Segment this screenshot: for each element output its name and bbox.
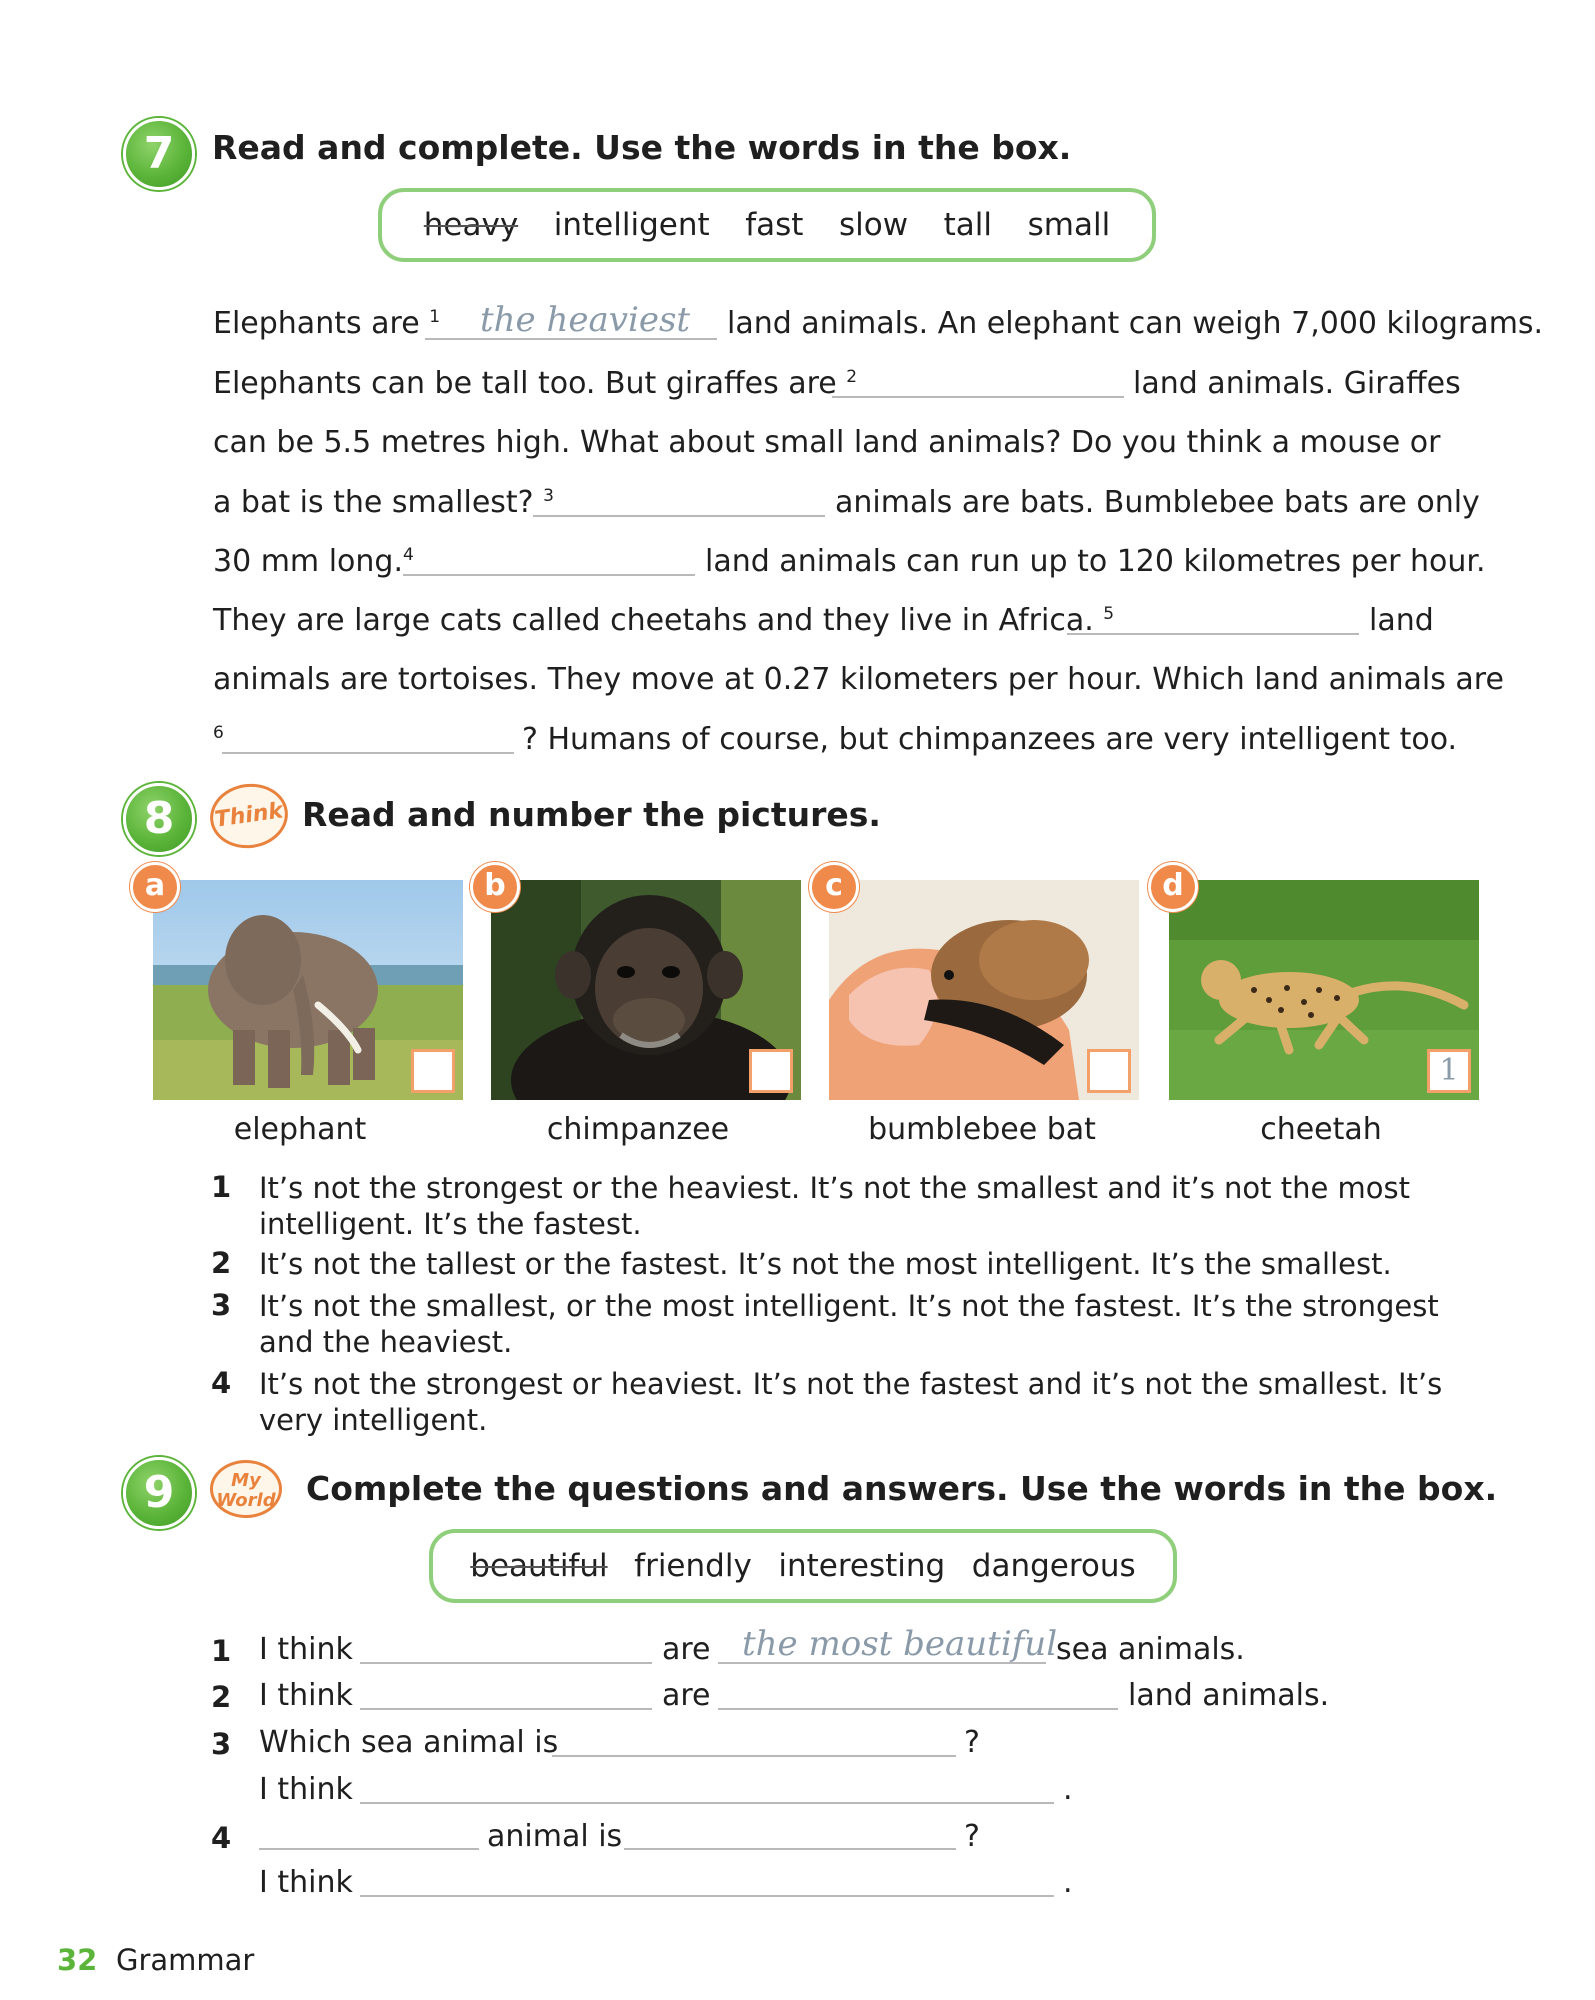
passage-line: ? Humans of course, but chimpanzees are very intelligent too. <box>522 722 1458 757</box>
word-box-7 <box>378 188 1156 262</box>
think-badge-icon: Think <box>206 779 292 853</box>
word-box-item: friendly <box>634 1548 752 1584</box>
answer-text: . <box>1063 1772 1073 1807</box>
page-number: 32 <box>57 1943 98 1977</box>
answer-text: I think <box>259 1865 353 1900</box>
picture-caption-a: elephant <box>233 1112 367 1147</box>
passage-line: land animals can run up to 120 kilometres per hour. <box>705 544 1486 579</box>
statement-number: 4 <box>211 1366 232 1400</box>
answer-text: I think <box>259 1772 353 1807</box>
my-world-badge-icon: My World <box>210 1460 282 1518</box>
passage-line: land <box>1369 603 1434 638</box>
question-text: ? <box>964 1819 980 1854</box>
word-box-item: beautiful <box>470 1548 608 1584</box>
word-box-item: intelligent <box>553 207 710 243</box>
word-box-item: dangerous <box>971 1548 1136 1584</box>
exercise-9-heading: Complete the questions and answers. Use the words in the box. <box>306 1469 1498 1508</box>
statement-number: 1 <box>211 1170 232 1204</box>
question-1-blank-subject[interactable] <box>360 1660 652 1664</box>
passage-line: 6 <box>213 723 224 743</box>
exercise-7-heading: Read and complete. Use the words in the box. <box>212 128 1072 167</box>
statement-number: 2 <box>211 1246 232 1280</box>
passage-line: Elephants can be tall too. But giraffes are $^2$ <box>213 366 858 401</box>
question-number: 4 <box>211 1821 232 1855</box>
answer-blank-2[interactable] <box>832 394 1124 398</box>
picture-answer-box-b[interactable] <box>749 1049 793 1093</box>
picture-letter-a: a <box>130 862 180 912</box>
word-box-item: interesting <box>778 1548 946 1584</box>
answer-text: . <box>1063 1865 1073 1900</box>
answer-blank-6[interactable] <box>222 750 514 754</box>
passage-line: animals are bats. Bumblebee bats are only <box>835 485 1480 520</box>
picture-letter-c: c <box>809 862 859 912</box>
picture-answer-box-a[interactable] <box>411 1049 455 1093</box>
word-box-item: small <box>1027 207 1111 243</box>
exercise-9-number: 9 <box>123 1457 195 1529</box>
picture-letter-b: b <box>470 862 520 912</box>
question-4-blank-subject[interactable] <box>259 1846 479 1850</box>
word-box-item: tall <box>943 207 993 243</box>
passage-line: land animals. An elephant can weigh 7,000 kilograms. <box>727 306 1544 341</box>
answer-blank-4[interactable] <box>403 572 695 576</box>
word-box-item: heavy <box>423 207 519 243</box>
picture-letter-d: d <box>1148 862 1198 912</box>
exercise-7-number: 7 <box>123 118 195 190</box>
question-3-answer-blank[interactable] <box>360 1800 1054 1804</box>
passage-line: Elephants are $^1$ <box>213 306 441 341</box>
answer-blank-3[interactable] <box>533 513 825 517</box>
word-box-item: slow <box>839 207 909 243</box>
question-text: land animals. <box>1128 1678 1330 1713</box>
passage-line: a bat is the smallest? $^3$ <box>213 485 554 520</box>
passage-line: can be 5.5 metres high. What about small land animals? Do you think a mouse or <box>213 425 1441 460</box>
statement-text: It’s not the tallest or the fastest. It’s not the most intelligent. It’s the smallest. <box>259 1247 1392 1281</box>
question-text: are <box>662 1632 711 1667</box>
statement-text: It’s not the smallest, or the most intelligent. It’s not the fastest. It’s the strongest and the heaviest. <box>259 1289 1439 1359</box>
exercise-8-heading: Read and number the pictures. <box>302 795 881 834</box>
passage-line: 30 mm long.$^4$ <box>213 544 414 579</box>
passage-line: animals are tortoises. They move at 0.27 kilometers per hour. Which land animals are <box>213 662 1504 697</box>
statement-text: It’s not the strongest or heaviest. It’s not the fastest and it’s not the smallest. It’s very intelligent. <box>259 1367 1443 1437</box>
question-number: 2 <box>211 1680 232 1714</box>
exercise-8-number: 8 <box>123 783 195 855</box>
question-text: I think <box>259 1632 353 1667</box>
picture-answer-box-c[interactable] <box>1087 1049 1131 1093</box>
word-box-9 <box>429 1529 1177 1603</box>
question-4-blank[interactable] <box>624 1846 956 1850</box>
question-text: are <box>662 1678 711 1713</box>
picture-caption-b: chimpanzee <box>546 1112 730 1147</box>
picture-caption-c: bumblebee bat <box>868 1112 1096 1147</box>
question-text: ? <box>964 1725 980 1760</box>
picture-answer-box-d[interactable]: 1 <box>1427 1049 1471 1093</box>
statement-text: It’s not the strongest or the heaviest. It’s not the smallest and it’s not the most intelligent. It’s the fastest. <box>259 1171 1411 1241</box>
question-3-blank[interactable] <box>552 1753 956 1757</box>
question-text: animal is <box>487 1819 623 1854</box>
question-4-answer-blank[interactable] <box>360 1893 1054 1897</box>
picture-caption-d: cheetah <box>1260 1112 1382 1147</box>
question-text: Which sea animal is <box>259 1725 559 1760</box>
question-text: I think <box>259 1678 353 1713</box>
answer-blank-5[interactable] <box>1067 631 1359 635</box>
question-number: 1 <box>211 1634 232 1668</box>
passage-line: They are large cats called cheetahs and they live in Africa. $^5$ <box>213 603 1115 638</box>
filled-answer-1: the heaviest <box>480 300 691 340</box>
question-2-blank-adjective[interactable] <box>718 1706 1118 1710</box>
passage-line: land animals. Giraffes <box>1133 366 1461 401</box>
question-number: 3 <box>211 1727 232 1761</box>
question-2-blank-subject[interactable] <box>360 1706 652 1710</box>
word-box-item: fast <box>745 207 804 243</box>
question-text: sea animals. <box>1056 1632 1245 1667</box>
question-1-filled-answer: the most beautiful <box>742 1624 1058 1664</box>
statement-number: 3 <box>211 1288 232 1322</box>
page-section-label: Grammar <box>116 1943 255 1977</box>
